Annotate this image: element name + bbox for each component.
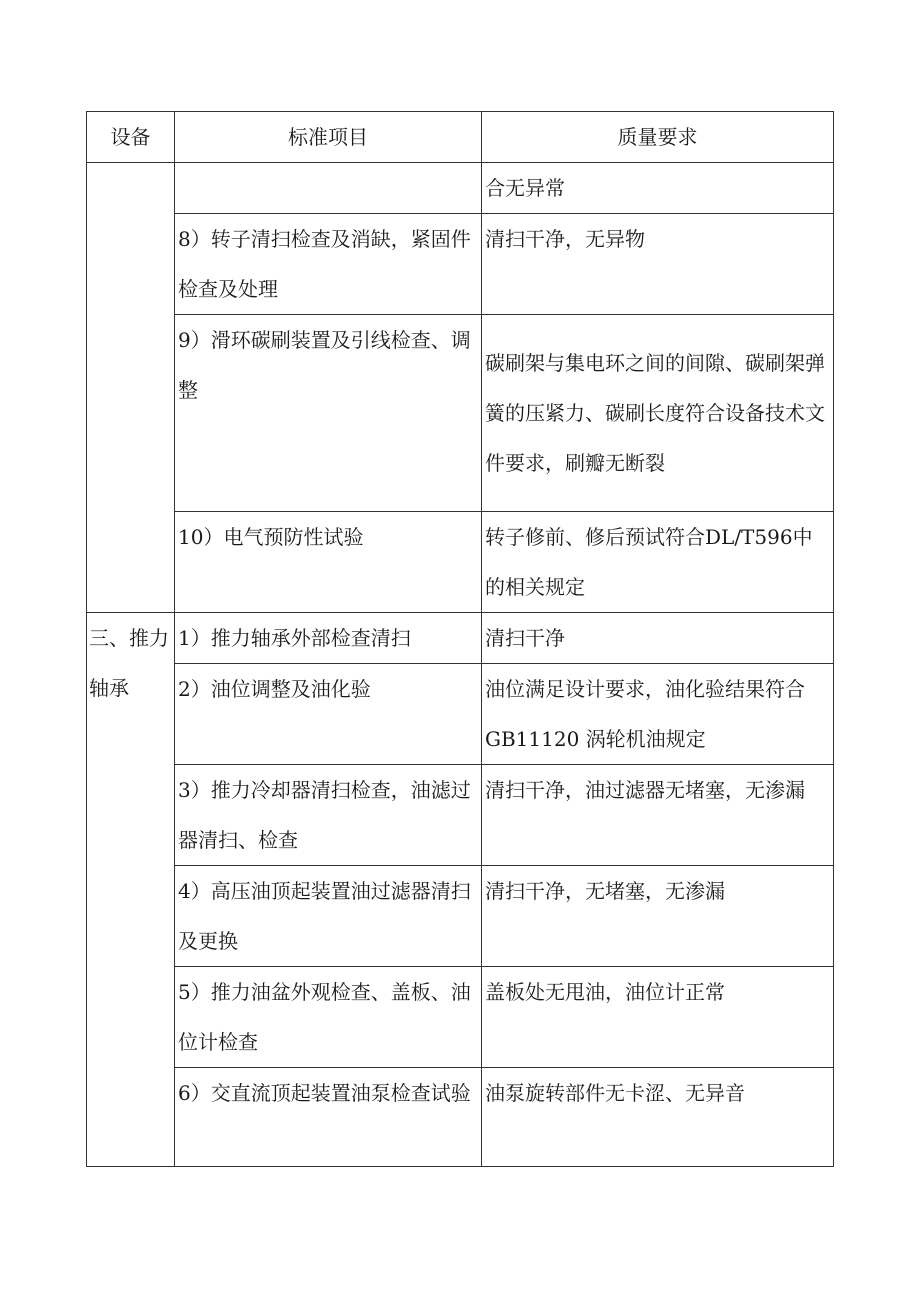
item-cell: 9）滑环碳刷装置及引线检查、调整 (175, 315, 482, 512)
requirement-cell: 油泵旋转部件无卡涩、无异音 (482, 1068, 834, 1167)
table-row (87, 163, 834, 214)
requirement-cell: 清扫干净，无堵塞，无渗漏 (482, 866, 834, 967)
item-cell: 5）推力油盆外观检查、盖板、油位计检查 (175, 967, 482, 1068)
table-row (87, 315, 834, 512)
item-cell: 10）电气预防性试验 (175, 512, 482, 613)
item-cell: 6）交直流顶起装置油泵检查试验 (175, 1068, 482, 1167)
table-row (87, 866, 834, 967)
device-cell-thrust-bearing: 三、推力轴承 (87, 613, 175, 1167)
table-row (87, 765, 834, 866)
requirement-cell: 合无异常 (482, 163, 834, 214)
item-cell: 2）油位调整及油化验 (175, 664, 482, 765)
header-standard-item: 标准项目 (175, 112, 482, 163)
maintenance-standard-table (86, 111, 834, 1167)
header-quality-requirement: 质量要求 (482, 112, 834, 163)
requirement-cell: 清扫干净，无异物 (482, 214, 834, 315)
header-row (87, 112, 834, 163)
requirement-cell: 油位满足设计要求，油化验结果符合 GB11120 涡轮机油规定 (482, 664, 834, 765)
item-cell: 3）推力冷却器清扫检查，油滤过器清扫、检查 (175, 765, 482, 866)
header-device: 设备 (87, 112, 175, 163)
table-row (87, 613, 834, 664)
device-cell-continued (87, 163, 175, 613)
requirement-cell: 清扫干净，油过滤器无堵塞，无渗漏 (482, 765, 834, 866)
table-row (87, 512, 834, 613)
item-cell (175, 163, 482, 214)
requirement-cell: 转子修前、修后预试符合DL/T596中的相关规定 (482, 512, 834, 613)
table-row (87, 1068, 834, 1167)
requirement-cell: 盖板处无甩油，油位计正常 (482, 967, 834, 1068)
item-cell: 8）转子清扫检查及消缺，紧固件检查及处理 (175, 214, 482, 315)
table-row (87, 967, 834, 1068)
requirement-cell: 碳刷架与集电环之间的间隙、碳刷架弹簧的压紧力、碳刷长度符合设备技术文件要求，刷瓣无断裂 (482, 315, 834, 512)
table-row (87, 664, 834, 765)
item-cell: 1）推力轴承外部检查清扫 (175, 613, 482, 664)
table-row (87, 214, 834, 315)
item-cell: 4）高压油顶起装置油过滤器清扫及更换 (175, 866, 482, 967)
requirement-cell: 清扫干净 (482, 613, 834, 664)
